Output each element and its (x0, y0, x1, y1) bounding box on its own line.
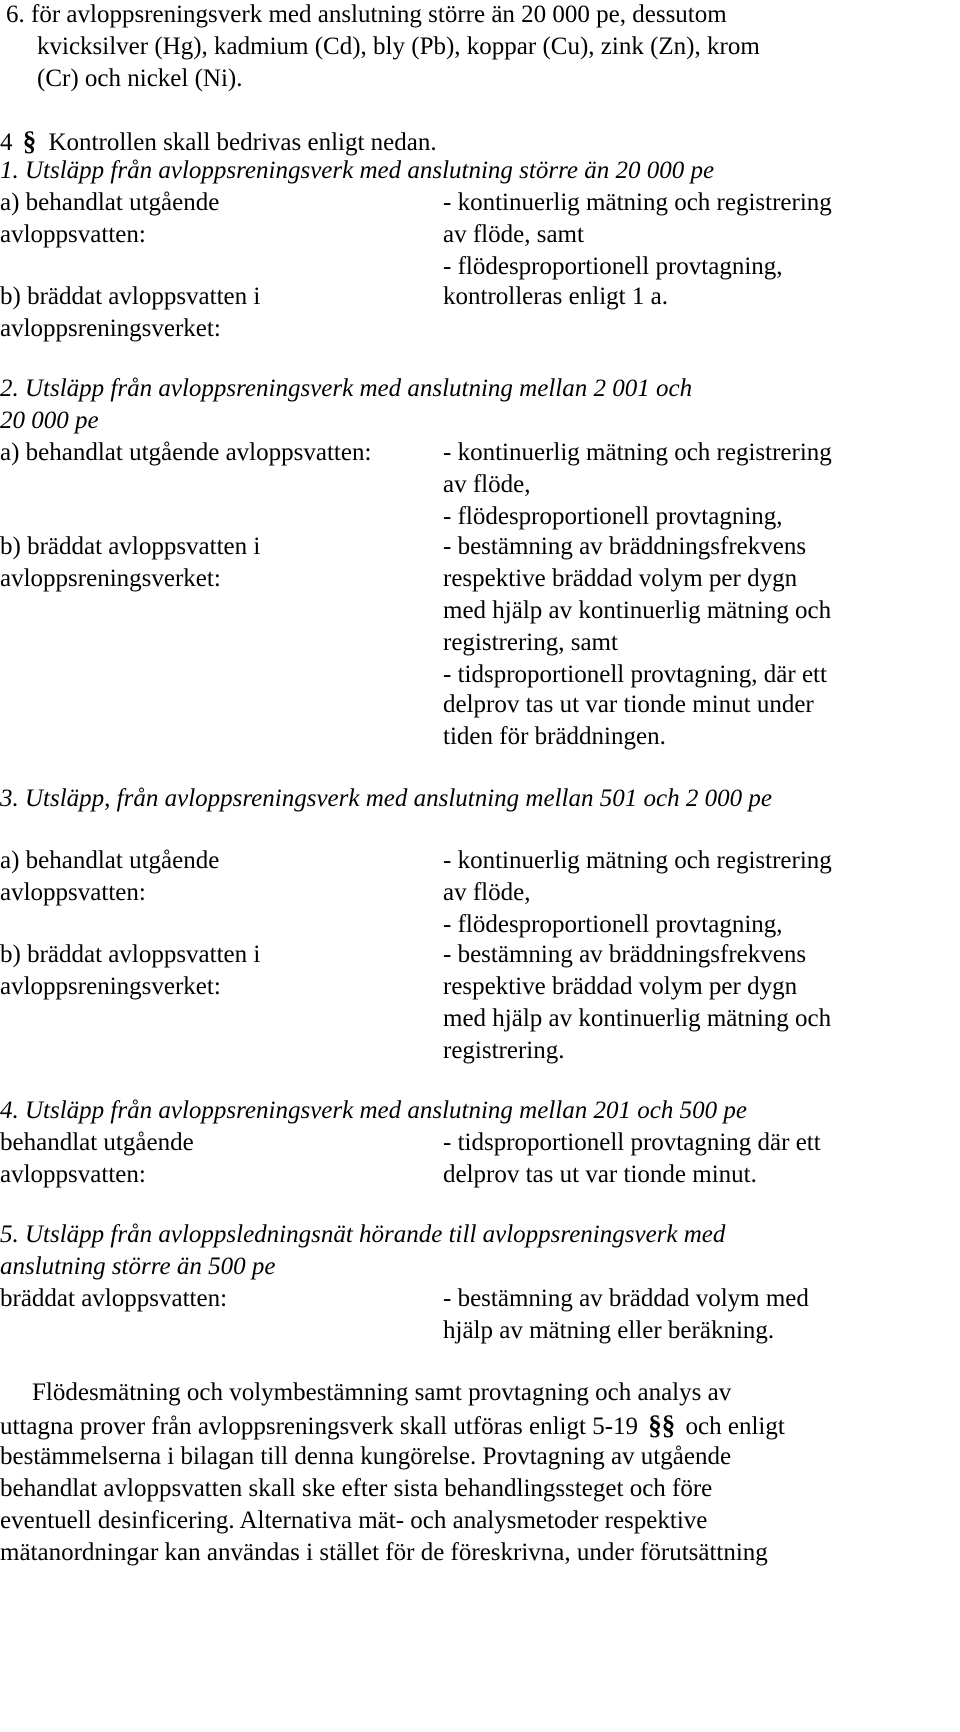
s2-left-a1: a) behandlat utgående avloppsvatten: (0, 439, 372, 466)
closing-line-1: Flödesmätning och volymbestämning samt provtagning och analys av (32, 1379, 732, 1406)
closing-line-2 (0, 1408, 785, 1444)
s2-right-3: - flödesproportionell provtagning, (443, 503, 783, 530)
closing-line-2a: uttagna prover från avloppsreningsverk skall utföras enligt 5-19 (0, 1413, 639, 1440)
s1-right-3: - flödesproportionell provtagning, (443, 253, 783, 280)
s4-left-a2: avloppsvatten: (0, 1161, 146, 1188)
s4-right-2: delprov tas ut var tionde minut. (443, 1161, 757, 1188)
s2-right-10: tiden för bräddningen. (443, 723, 666, 750)
closing-line-4: behandlat avloppsvatten skall ske efter sista behandlingssteget och före (0, 1475, 713, 1502)
s1-left-b1: b) bräddat avloppsvatten i (0, 283, 261, 310)
s5-right-2: hjälp av mätning eller beräkning. (443, 1317, 775, 1344)
paragraph-text: Kontrollen skall bedrivas enligt nedan. (48, 129, 437, 156)
s2-right-1: - kontinuerlig mätning och registrering (443, 439, 832, 466)
s3-left-a1: a) behandlat utgående (0, 847, 220, 874)
s2-right-2: av flöde, (443, 471, 531, 498)
section-1-heading: 1. Utsläpp från avloppsreningsverk med anslutning större än 20 000 pe (0, 157, 715, 184)
section-3-heading: 3. Utsläpp, från avloppsreningsverk med anslutning mellan 501 och 2 000 pe (0, 785, 772, 812)
section-2-heading-1: 2. Utsläpp från avloppsreningsverk med anslutning mellan 2 001 och (0, 375, 693, 402)
s3-right-1: - kontinuerlig mätning och registrering (443, 847, 832, 874)
s3-right-2: av flöde, (443, 879, 531, 906)
intro-line-1: 6. för avloppsreningsverk med anslutning större än 20 000 pe, dessutom (6, 1, 727, 28)
s4-left-a1: behandlat utgående (0, 1129, 194, 1156)
section-2-heading-2: 20 000 pe (0, 407, 99, 434)
s5-right-1: - bestämning av bräddad volym med (443, 1285, 809, 1312)
closing-line-3: bestämmelserna i bilagan till denna kungörelse. Provtagning av utgående (0, 1443, 732, 1470)
s2-left-b1: b) bräddat avloppsvatten i (0, 533, 261, 560)
intro-line-2: kvicksilver (Hg), kadmium (Cd), bly (Pb), koppar (Cu), zink (Zn), krom (37, 33, 760, 60)
s3-right-6: med hjälp av kontinuerlig mätning och (443, 1005, 832, 1032)
s3-left-b2: avloppsreningsverket: (0, 973, 221, 1000)
s1-right-b1: kontrolleras enligt 1 a. (443, 283, 668, 310)
s2-right-7: registrering, samt (443, 629, 618, 656)
s1-right-1: - kontinuerlig mätning och registrering (443, 189, 832, 216)
s2-right-4: - bestämning av bräddningsfrekvens (443, 533, 807, 560)
intro-line-3: (Cr) och nickel (Ni). (37, 65, 243, 92)
s2-right-8: - tidsproportionell provtagning, där ett (443, 661, 827, 688)
s1-left-a1: a) behandlat utgående (0, 189, 220, 216)
closing-line-2b: och enligt (685, 1413, 785, 1440)
paragraph-number: 4 (0, 129, 13, 156)
s1-right-2: av flöde, samt (443, 221, 584, 248)
s1-left-b2: avloppsreningsverket: (0, 315, 221, 342)
s2-right-6: med hjälp av kontinuerlig mätning och (443, 597, 832, 624)
section-5-heading-1: 5. Utsläpp från avloppsledningsnät hörande till avloppsreningsverk med (0, 1221, 726, 1248)
section-symbols: §§ (648, 1410, 676, 1440)
s2-right-9: delprov tas ut var tionde minut under (443, 691, 814, 718)
s3-left-b1: b) bräddat avloppsvatten i (0, 941, 261, 968)
closing-line-6: mätanordningar kan användas i stället för de föreskrivna, under förutsättning (0, 1539, 768, 1566)
s5-left-a1: bräddat avloppsvatten: (0, 1285, 228, 1312)
closing-line-5: eventuell desinficering. Alternativa mät- och analysmetoder respektive (0, 1507, 708, 1534)
s1-left-a2: avloppsvatten: (0, 221, 146, 248)
s3-left-a2: avloppsvatten: (0, 879, 146, 906)
section-4-heading: 4. Utsläpp från avloppsreningsverk med anslutning mellan 201 och 500 pe (0, 1097, 747, 1124)
s3-right-4: - bestämning av bräddningsfrekvens (443, 941, 807, 968)
s4-right-1: - tidsproportionell provtagning där ett (443, 1129, 821, 1156)
s3-right-5: respektive bräddad volym per dygn (443, 973, 798, 1000)
s3-right-3: - flödesproportionell provtagning, (443, 911, 783, 938)
s3-right-7: registrering. (443, 1037, 565, 1064)
s2-right-5: respektive bräddad volym per dygn (443, 565, 798, 592)
section-5-heading-2: anslutning större än 500 pe (0, 1253, 276, 1280)
s2-left-b2: avloppsreningsverket: (0, 565, 221, 592)
section-symbol: § (22, 126, 37, 156)
